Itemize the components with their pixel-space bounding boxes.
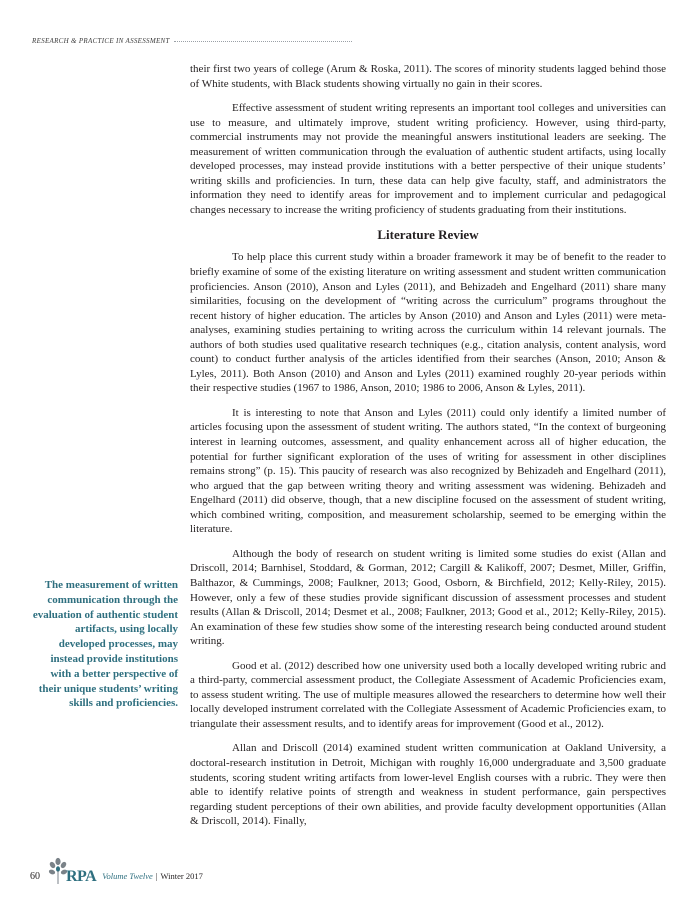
footer-volume: Volume Twelve (102, 871, 153, 881)
page-footer (30, 852, 330, 890)
body-paragraph: To help place this current study within a broader framework it may be of benefit to the reader to briefly examine of some of the existing literature on writing assessment and student written communication proficiencies. Anson (2010), Anson and Lyles (2011), and Behizadeh and Engelhard (2011) share many similarities, focusing on the development of “writing across the curriculum” programs throughout the recent history of higher education. The articles by Anson (2010) and Anson and Lyles (2011) were meta-analyses, examining studies pertaining to writing across the curriculum within 14 relevant journals. The authors of both studies used qualitative research techniques (e.g., citation analysis, content analysis, word count) to conduct further analysis of the articles identified from their searches (Anson, 2010; Anson & Lyles, 2011). Both Anson (2010) and Anson and Lyles (2011) examined roughly 20-year periods within their respective studies (1967 to 1986, Anson, 2010; 1986 to 2006, Anson & Lyles, 2011). (190, 251, 666, 395)
page-number: 60 (30, 870, 40, 882)
body-paragraph: their first two years of college (Arum & Roska, 2011). The scores of minority students lagged behind those of White students, with Black students showing virtually no gain in their scores. (190, 63, 666, 90)
body-paragraph: Although the body of research on student writing is limited some studies do exist (Allan and Driscoll, 2014; Barnhisel, Stoddard, & Gorman, 2012; Cargill & Kalikoff, 2007; Desmet, Miller, Griffin, Balthazor, & Cummings, 2008; Faulkner, 2013; Good, Osborn, & Birchfield, 2012; Kelly-Riley, 2015). However, only a few of these studies provide significant discussion of assessment processes and student results (Allan & Driscoll, 2014; Desmet et al., 2008; Faulkner, 2013; Good et al., 2012; Kelly-Riley, 2015). An examination of these few studies show some of the interesting research being conducted around student writing. (190, 547, 666, 648)
body-paragraph: Effective assessment of student writing represents an important tool colleges and universities can use to measure, and ultimately improve, student writing proficiency. However, using third-party, commercial instruments may not provide the meaningful answers institutional leaders are seeking. The measurement of written communication through the evaluation of authentic student artifacts, using locally developed processes, may instead provide institutions with a better perspective of their unique students’ writing skills and proficiencies. In turn, these data can help give faculty, staff, and administrators the information they need to identify areas for improvement and to implement curricular and pedagogical changes necessary to increase the writing proficiency of students graduating from their institutions. (190, 102, 666, 216)
logo-text: RPA (66, 868, 97, 885)
main-body-text (190, 62, 666, 839)
leaf-cluster-icon (48, 857, 68, 885)
pull-quote: The measurement of written communication through the evaluation of authentic student artifacts, using locally developed processes, may instead provide institutions with a better perspective of their unique students’ writing skills and proficiencies. (32, 579, 178, 710)
body-paragraph: It is interesting to note that Anson and Lyles (2011) could only identify a limited number of articles focusing upon the assessment of student writing. The authors stated, “In the context of burgeoning interest in learning outcomes, assessment, and quality enhancement across all of higher education, the potential for further significant exploration of the uses of writing for assessment in other disciplines remains strong” (p. 15). This paucity of research was also recognized by Behizadeh and Engelhard (2011), who argued that the gap between writing theory and writing assessment was widening. Behizadeh and Engelhard (2011) did observe, though, that a new discipline focused on the assessment of student writing, which combined writing, composition, and measurement scholarship, seemed to be emerging within the literature. (190, 406, 666, 536)
body-paragraph: Allan and Driscoll (2014) examined student written communication at Oakland University, a doctoral-research institution in Detroit, Michigan with roughly 16,000 undergraduate and 3,500 graduate students, scoring student writing artifacts from lower-level English courses with a rubric. They were then able to identify relative points of strength and weakness in student performance, gain perspectives regarding student perceptions of their own abilities, and provide faculty development opportunities (Allan & Driscoll, 2014). Finally, (190, 742, 666, 828)
body-paragraph: Good et al. (2012) described how one university used both a locally developed writing rubric and a third-party, commercial assessment product, the Collegiate Assessment of Academic Proficiencies exam, to assess student writing. The use of multiple measures allowed the researchers to determine how well their locally developed instrument correlated with the Collegiate Assessment of Academic Proficiencies exam, to triangulate their assessment results, and to identify areas for improvement (Good et al., 2012). (190, 659, 666, 730)
footer-date: Winter 2017 (160, 871, 203, 881)
running-head-dotted-rule (174, 41, 352, 42)
running-head (32, 34, 352, 48)
running-head-title: RESEARCH & PRACTICE IN ASSESSMENT (32, 37, 170, 45)
rpa-logo (48, 857, 96, 885)
footer-separator: | (155, 871, 158, 881)
section-heading: Literature Review (377, 227, 479, 243)
